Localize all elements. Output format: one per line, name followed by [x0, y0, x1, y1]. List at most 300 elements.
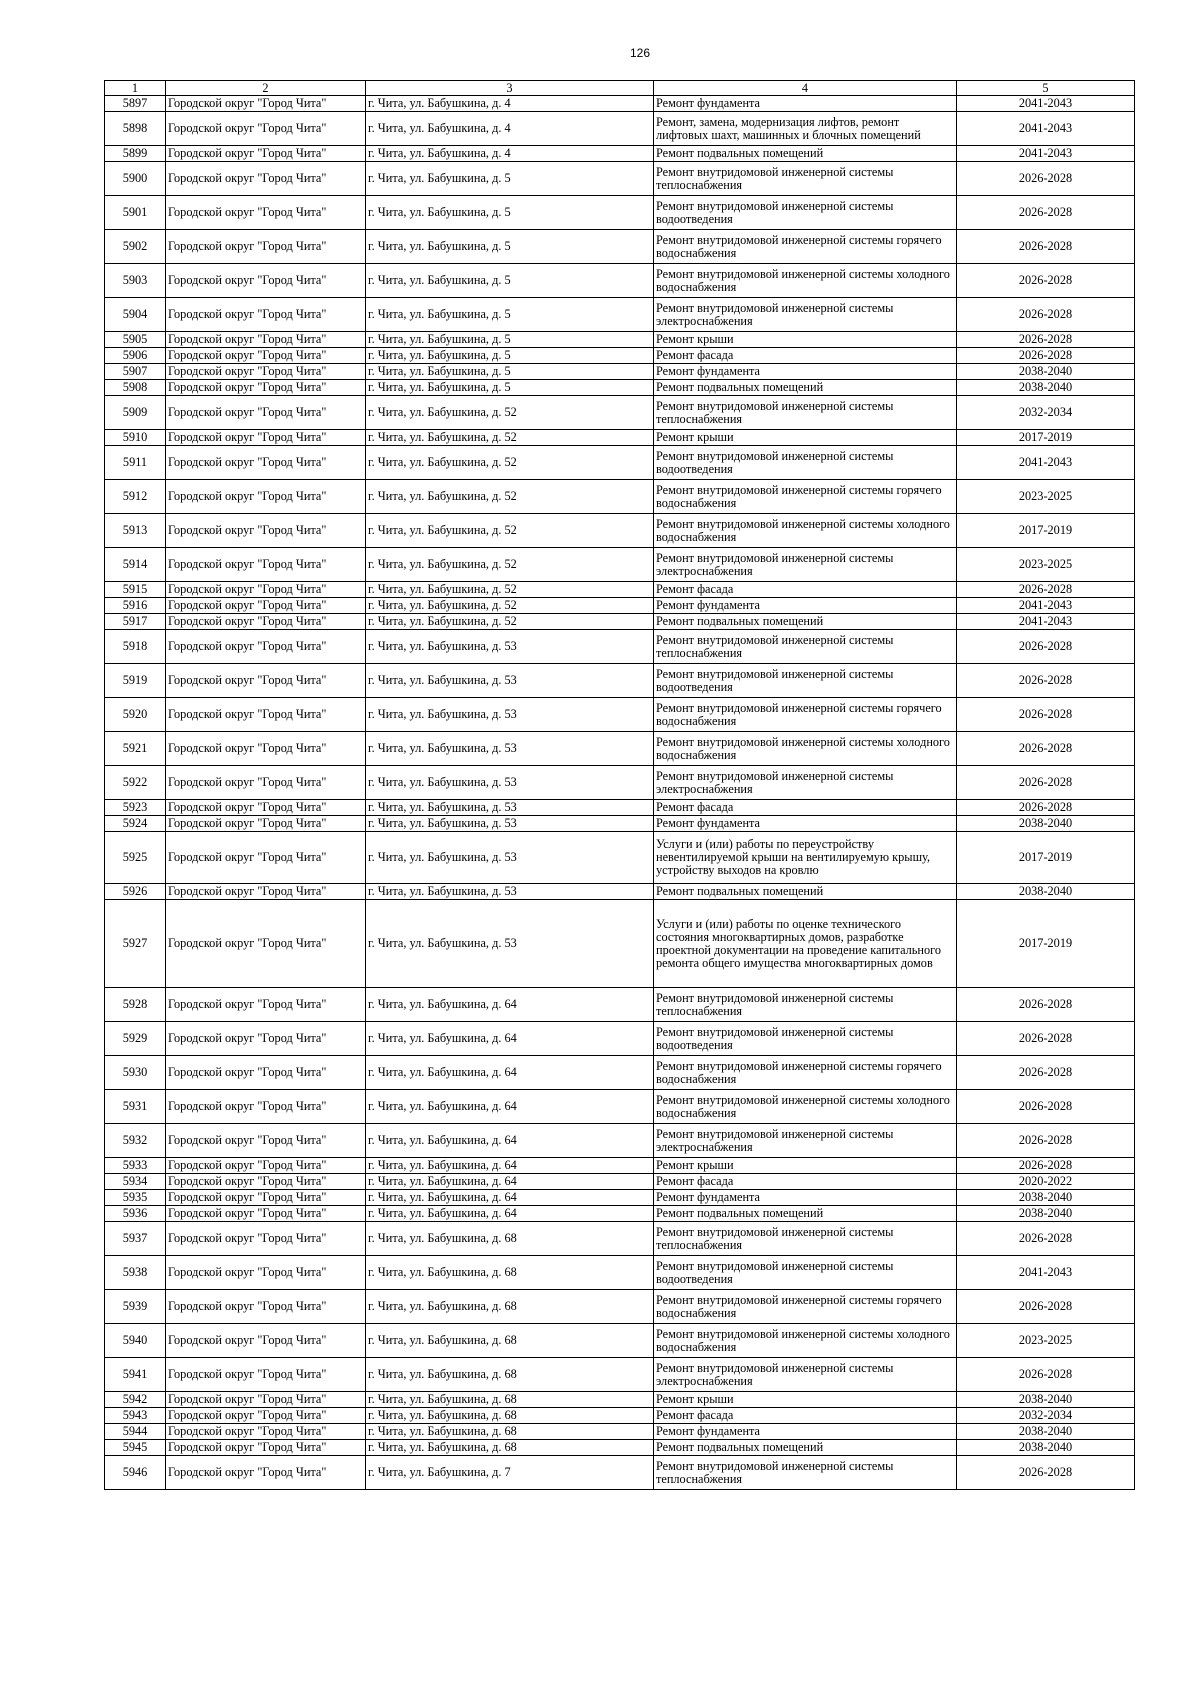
work-type-cell: Ремонт внутридомовой инженерной системы холодного водоснабжения — [654, 732, 957, 766]
municipality-cell: Городской округ "Город Чита" — [166, 514, 366, 548]
row-number-cell: 5923 — [105, 800, 166, 816]
row-number-cell: 5901 — [105, 196, 166, 230]
municipality-cell: Городской округ "Город Чита" — [166, 1174, 366, 1190]
work-type-cell: Ремонт внутридомовой инженерной системы горячего водоснабжения — [654, 480, 957, 514]
municipality-cell: Городской округ "Город Чита" — [166, 480, 366, 514]
period-cell: 2038-2040 — [957, 364, 1135, 380]
table-row — [105, 480, 1135, 514]
column-number-header-row — [105, 81, 1135, 96]
table-row — [105, 230, 1135, 264]
table-row — [105, 1424, 1135, 1440]
period-cell: 2041-2043 — [957, 1256, 1135, 1290]
period-cell: 2026-2028 — [957, 1290, 1135, 1324]
period-cell: 2026-2028 — [957, 196, 1135, 230]
address-cell: г. Чита, ул. Бабушкина, д. 64 — [366, 1056, 654, 1090]
row-number-cell: 5904 — [105, 298, 166, 332]
work-type-cell: Ремонт внутридомовой инженерной системы горячего водоснабжения — [654, 698, 957, 732]
period-cell: 2026-2028 — [957, 800, 1135, 816]
municipality-cell: Городской округ "Город Чита" — [166, 1222, 366, 1256]
row-number-cell: 5902 — [105, 230, 166, 264]
work-type-cell: Ремонт фасада — [654, 348, 957, 364]
row-number-cell: 5922 — [105, 766, 166, 800]
address-cell: г. Чита, ул. Бабушкина, д. 68 — [366, 1440, 654, 1456]
municipality-cell: Городской округ "Город Чита" — [166, 800, 366, 816]
row-number-cell: 5914 — [105, 548, 166, 582]
table-row — [105, 1456, 1135, 1490]
period-cell: 2038-2040 — [957, 380, 1135, 396]
row-number-cell: 5908 — [105, 380, 166, 396]
period-cell: 2038-2040 — [957, 1206, 1135, 1222]
address-cell: г. Чита, ул. Бабушкина, д. 5 — [366, 364, 654, 380]
work-type-cell: Ремонт внутридомовой инженерной системы водоотведения — [654, 1256, 957, 1290]
municipality-cell: Городской округ "Город Чита" — [166, 1290, 366, 1324]
row-number-cell: 5927 — [105, 900, 166, 988]
table-row — [105, 1190, 1135, 1206]
work-type-cell: Ремонт фундамента — [654, 816, 957, 832]
table-row — [105, 1222, 1135, 1256]
table-row — [105, 988, 1135, 1022]
period-cell: 2032-2034 — [957, 1408, 1135, 1424]
table-row — [105, 514, 1135, 548]
table-row — [105, 732, 1135, 766]
address-cell: г. Чита, ул. Бабушкина, д. 68 — [366, 1392, 654, 1408]
table-row — [105, 162, 1135, 196]
row-number-cell: 5925 — [105, 832, 166, 884]
period-cell: 2026-2028 — [957, 264, 1135, 298]
row-number-cell: 5941 — [105, 1358, 166, 1392]
table-row — [105, 1408, 1135, 1424]
row-number-cell: 5944 — [105, 1424, 166, 1440]
table-row — [105, 1290, 1135, 1324]
municipality-cell: Городской округ "Город Чита" — [166, 380, 366, 396]
period-cell: 2026-2028 — [957, 348, 1135, 364]
period-cell: 2023-2025 — [957, 1324, 1135, 1358]
work-type-cell: Ремонт подвальных помещений — [654, 1206, 957, 1222]
table-row — [105, 816, 1135, 832]
row-number-cell: 5939 — [105, 1290, 166, 1324]
work-type-cell: Ремонт, замена, модернизация лифтов, ремонт лифтовых шахт, машинных и блочных помещений — [654, 112, 957, 146]
table-row — [105, 832, 1135, 884]
address-cell: г. Чита, ул. Бабушкина, д. 52 — [366, 396, 654, 430]
period-cell: 2017-2019 — [957, 430, 1135, 446]
work-type-cell: Ремонт фундамента — [654, 598, 957, 614]
table-row — [105, 430, 1135, 446]
work-type-cell: Ремонт внутридомовой инженерной системы горячего водоснабжения — [654, 1056, 957, 1090]
page-number: 126 — [629, 46, 651, 60]
table-row — [105, 1124, 1135, 1158]
address-cell: г. Чита, ул. Бабушкина, д. 64 — [366, 1124, 654, 1158]
period-cell: 2038-2040 — [957, 1392, 1135, 1408]
table-row — [105, 1324, 1135, 1358]
row-number-cell: 5930 — [105, 1056, 166, 1090]
table-row — [105, 264, 1135, 298]
row-number-cell: 5942 — [105, 1392, 166, 1408]
row-number-cell: 5937 — [105, 1222, 166, 1256]
period-cell: 2041-2043 — [957, 146, 1135, 162]
table-row — [105, 146, 1135, 162]
municipality-cell: Городской округ "Город Чита" — [166, 988, 366, 1022]
period-cell: 2038-2040 — [957, 816, 1135, 832]
work-type-cell: Услуги и (или) работы по переустройству невентилируемой крыши на вентилируемую крышу, устройству выходов на кровлю — [654, 832, 957, 884]
address-cell: г. Чита, ул. Бабушкина, д. 5 — [366, 332, 654, 348]
period-cell: 2041-2043 — [957, 96, 1135, 112]
address-cell: г. Чита, ул. Бабушкина, д. 5 — [366, 230, 654, 264]
work-type-cell: Ремонт фасада — [654, 1174, 957, 1190]
row-number-cell: 5933 — [105, 1158, 166, 1174]
row-number-cell: 5907 — [105, 364, 166, 380]
table-row — [105, 196, 1135, 230]
period-cell: 2026-2028 — [957, 298, 1135, 332]
period-cell: 2026-2028 — [957, 1222, 1135, 1256]
address-cell: г. Чита, ул. Бабушкина, д. 4 — [366, 112, 654, 146]
work-type-cell: Ремонт подвальных помещений — [654, 884, 957, 900]
period-cell: 2041-2043 — [957, 446, 1135, 480]
address-cell: г. Чита, ул. Бабушкина, д. 68 — [366, 1424, 654, 1440]
address-cell: г. Чита, ул. Бабушкина, д. 5 — [366, 264, 654, 298]
municipality-cell: Городской округ "Город Чита" — [166, 348, 366, 364]
period-cell: 2026-2028 — [957, 230, 1135, 264]
municipality-cell: Городской округ "Город Чита" — [166, 732, 366, 766]
table-row — [105, 1158, 1135, 1174]
address-cell: г. Чита, ул. Бабушкина, д. 53 — [366, 800, 654, 816]
address-cell: г. Чита, ул. Бабушкина, д. 53 — [366, 766, 654, 800]
table-row — [105, 698, 1135, 732]
row-number-cell: 5913 — [105, 514, 166, 548]
address-cell: г. Чита, ул. Бабушкина, д. 4 — [366, 146, 654, 162]
period-cell: 2026-2028 — [957, 988, 1135, 1022]
municipality-cell: Городской округ "Город Чита" — [166, 1056, 366, 1090]
row-number-cell: 5926 — [105, 884, 166, 900]
municipality-cell: Городской округ "Город Чита" — [166, 698, 366, 732]
address-cell: г. Чита, ул. Бабушкина, д. 53 — [366, 698, 654, 732]
row-number-cell: 5915 — [105, 582, 166, 598]
row-number-cell: 5938 — [105, 1256, 166, 1290]
work-type-cell: Ремонт подвальных помещений — [654, 380, 957, 396]
address-cell: г. Чита, ул. Бабушкина, д. 53 — [366, 900, 654, 988]
work-type-cell: Ремонт внутридомовой инженерной системы теплоснабжения — [654, 396, 957, 430]
table-row — [105, 1206, 1135, 1222]
work-type-cell: Ремонт подвальных помещений — [654, 614, 957, 630]
address-cell: г. Чита, ул. Бабушкина, д. 68 — [366, 1290, 654, 1324]
row-number-cell: 5932 — [105, 1124, 166, 1158]
municipality-cell: Городской округ "Город Чита" — [166, 332, 366, 348]
municipality-cell: Городской округ "Город Чита" — [166, 1408, 366, 1424]
address-cell: г. Чита, ул. Бабушкина, д. 52 — [366, 614, 654, 630]
period-cell: 2020-2022 — [957, 1174, 1135, 1190]
period-cell: 2041-2043 — [957, 112, 1135, 146]
row-number-cell: 5912 — [105, 480, 166, 514]
municipality-cell: Городской округ "Город Чита" — [166, 112, 366, 146]
address-cell: г. Чита, ул. Бабушкина, д. 68 — [366, 1358, 654, 1392]
row-number-cell: 5945 — [105, 1440, 166, 1456]
row-number-cell: 5940 — [105, 1324, 166, 1358]
period-cell: 2023-2025 — [957, 548, 1135, 582]
municipality-cell: Городской округ "Город Чита" — [166, 96, 366, 112]
address-cell: г. Чита, ул. Бабушкина, д. 52 — [366, 582, 654, 598]
work-type-cell: Ремонт внутридомовой инженерной системы теплоснабжения — [654, 162, 957, 196]
table-row — [105, 446, 1135, 480]
municipality-cell: Городской округ "Город Чита" — [166, 230, 366, 264]
period-cell: 2026-2028 — [957, 1124, 1135, 1158]
row-number-cell: 5929 — [105, 1022, 166, 1056]
row-number-cell: 5910 — [105, 430, 166, 446]
address-cell: г. Чита, ул. Бабушкина, д. 5 — [366, 196, 654, 230]
period-cell: 2038-2040 — [957, 1424, 1135, 1440]
column-header: 3 — [366, 81, 654, 96]
table-row — [105, 96, 1135, 112]
work-type-cell: Ремонт внутридомовой инженерной системы холодного водоснабжения — [654, 1324, 957, 1358]
municipality-cell: Городской округ "Город Чита" — [166, 1124, 366, 1158]
row-number-cell: 5935 — [105, 1190, 166, 1206]
row-number-cell: 5900 — [105, 162, 166, 196]
work-type-cell: Ремонт внутридомовой инженерной системы холодного водоснабжения — [654, 514, 957, 548]
address-cell: г. Чита, ул. Бабушкина, д. 53 — [366, 884, 654, 900]
work-type-cell: Ремонт подвальных помещений — [654, 1440, 957, 1456]
address-cell: г. Чита, ул. Бабушкина, д. 64 — [366, 1174, 654, 1190]
work-type-cell: Ремонт фасада — [654, 1408, 957, 1424]
table-row — [105, 582, 1135, 598]
address-cell: г. Чита, ул. Бабушкина, д. 52 — [366, 548, 654, 582]
municipality-cell: Городской округ "Город Чита" — [166, 1158, 366, 1174]
work-type-cell: Ремонт крыши — [654, 1392, 957, 1408]
row-number-cell: 5909 — [105, 396, 166, 430]
row-number-cell: 5946 — [105, 1456, 166, 1490]
table-row — [105, 1358, 1135, 1392]
address-cell: г. Чита, ул. Бабушкина, д. 64 — [366, 988, 654, 1022]
period-cell: 2026-2028 — [957, 698, 1135, 732]
table-row — [105, 884, 1135, 900]
municipality-cell: Городской округ "Город Чита" — [166, 598, 366, 614]
row-number-cell: 5903 — [105, 264, 166, 298]
municipality-cell: Городской округ "Город Чита" — [166, 1190, 366, 1206]
address-cell: г. Чита, ул. Бабушкина, д. 5 — [366, 162, 654, 196]
period-cell: 2026-2028 — [957, 162, 1135, 196]
address-cell: г. Чита, ул. Бабушкина, д. 5 — [366, 298, 654, 332]
work-type-cell: Ремонт внутридомовой инженерной системы теплоснабжения — [654, 1222, 957, 1256]
period-cell: 2026-2028 — [957, 1358, 1135, 1392]
municipality-cell: Городской округ "Город Чита" — [166, 1392, 366, 1408]
table-row — [105, 630, 1135, 664]
period-cell: 2026-2028 — [957, 732, 1135, 766]
address-cell: г. Чита, ул. Бабушкина, д. 64 — [366, 1158, 654, 1174]
period-cell: 2023-2025 — [957, 480, 1135, 514]
table-row — [105, 1392, 1135, 1408]
work-type-cell: Ремонт внутридомовой инженерной системы холодного водоснабжения — [654, 264, 957, 298]
period-cell: 2041-2043 — [957, 598, 1135, 614]
row-number-cell: 5920 — [105, 698, 166, 732]
row-number-cell: 5899 — [105, 146, 166, 162]
row-number-cell: 5924 — [105, 816, 166, 832]
table-row — [105, 766, 1135, 800]
work-type-cell: Ремонт внутридомовой инженерной системы электроснабжения — [654, 298, 957, 332]
table-row — [105, 1090, 1135, 1124]
row-number-cell: 5897 — [105, 96, 166, 112]
period-cell: 2017-2019 — [957, 832, 1135, 884]
municipality-cell: Городской округ "Город Чита" — [166, 1440, 366, 1456]
table-row — [105, 664, 1135, 698]
municipality-cell: Городской округ "Город Чита" — [166, 1456, 366, 1490]
municipality-cell: Городской округ "Город Чита" — [166, 146, 366, 162]
period-cell: 2026-2028 — [957, 766, 1135, 800]
municipality-cell: Городской округ "Город Чита" — [166, 884, 366, 900]
period-cell: 2038-2040 — [957, 1440, 1135, 1456]
municipality-cell: Городской округ "Город Чита" — [166, 1206, 366, 1222]
address-cell: г. Чита, ул. Бабушкина, д. 53 — [366, 816, 654, 832]
municipality-cell: Городской округ "Город Чита" — [166, 446, 366, 480]
work-type-cell: Ремонт внутридомовой инженерной системы электроснабжения — [654, 1124, 957, 1158]
column-header: 5 — [957, 81, 1135, 96]
row-number-cell: 5898 — [105, 112, 166, 146]
municipality-cell: Городской округ "Город Чита" — [166, 1090, 366, 1124]
work-type-cell: Ремонт внутридомовой инженерной системы водоотведения — [654, 664, 957, 698]
period-cell: 2038-2040 — [957, 1190, 1135, 1206]
work-type-cell: Ремонт внутридомовой инженерной системы теплоснабжения — [654, 630, 957, 664]
table-row — [105, 900, 1135, 988]
address-cell: г. Чита, ул. Бабушкина, д. 64 — [366, 1022, 654, 1056]
work-type-cell: Ремонт внутридомовой инженерной системы холодного водоснабжения — [654, 1090, 957, 1124]
address-cell: г. Чита, ул. Бабушкина, д. 53 — [366, 630, 654, 664]
row-number-cell: 5921 — [105, 732, 166, 766]
address-cell: г. Чита, ул. Бабушкина, д. 52 — [366, 598, 654, 614]
work-type-cell: Ремонт крыши — [654, 430, 957, 446]
row-number-cell: 5905 — [105, 332, 166, 348]
table-row — [105, 1174, 1135, 1190]
row-number-cell: 5916 — [105, 598, 166, 614]
period-cell: 2017-2019 — [957, 514, 1135, 548]
municipality-cell: Городской округ "Город Чита" — [166, 196, 366, 230]
row-number-cell: 5906 — [105, 348, 166, 364]
period-cell: 2026-2028 — [957, 664, 1135, 698]
address-cell: г. Чита, ул. Бабушкина, д. 68 — [366, 1324, 654, 1358]
municipality-cell: Городской округ "Город Чита" — [166, 832, 366, 884]
municipality-cell: Городской округ "Город Чита" — [166, 1424, 366, 1440]
address-cell: г. Чита, ул. Бабушкина, д. 4 — [366, 96, 654, 112]
period-cell: 2038-2040 — [957, 884, 1135, 900]
table-row — [105, 800, 1135, 816]
address-cell: г. Чита, ул. Бабушкина, д. 7 — [366, 1456, 654, 1490]
row-number-cell: 5936 — [105, 1206, 166, 1222]
work-type-cell: Ремонт фундамента — [654, 96, 957, 112]
address-cell: г. Чита, ул. Бабушкина, д. 5 — [366, 380, 654, 396]
municipality-cell: Городской округ "Город Чита" — [166, 162, 366, 196]
table-row — [105, 548, 1135, 582]
table-row — [105, 298, 1135, 332]
address-cell: г. Чита, ул. Бабушкина, д. 53 — [366, 664, 654, 698]
address-cell: г. Чита, ул. Бабушкина, д. 53 — [366, 732, 654, 766]
row-number-cell: 5919 — [105, 664, 166, 698]
work-type-cell: Ремонт фундамента — [654, 1424, 957, 1440]
table-row — [105, 396, 1135, 430]
period-cell: 2041-2043 — [957, 614, 1135, 630]
address-cell: г. Чита, ул. Бабушкина, д. 64 — [366, 1090, 654, 1124]
period-cell: 2026-2028 — [957, 630, 1135, 664]
period-cell: 2026-2028 — [957, 1022, 1135, 1056]
municipality-cell: Городской округ "Город Чита" — [166, 1022, 366, 1056]
address-cell: г. Чита, ул. Бабушкина, д. 52 — [366, 514, 654, 548]
table-row — [105, 332, 1135, 348]
row-number-cell: 5911 — [105, 446, 166, 480]
work-type-cell: Ремонт крыши — [654, 332, 957, 348]
work-type-cell: Ремонт внутридомовой инженерной системы горячего водоснабжения — [654, 230, 957, 264]
work-type-cell: Ремонт внутридомовой инженерной системы теплоснабжения — [654, 988, 957, 1022]
municipality-cell: Городской округ "Город Чита" — [166, 264, 366, 298]
municipality-cell: Городской округ "Город Чита" — [166, 430, 366, 446]
table-row — [105, 364, 1135, 380]
work-type-cell: Ремонт фундамента — [654, 364, 957, 380]
table-row — [105, 614, 1135, 630]
work-type-cell: Ремонт фасада — [654, 582, 957, 598]
municipality-cell: Городской округ "Город Чита" — [166, 1358, 366, 1392]
row-number-cell: 5918 — [105, 630, 166, 664]
work-type-cell: Ремонт внутридомовой инженерной системы водоотведения — [654, 196, 957, 230]
table-row — [105, 598, 1135, 614]
work-type-cell: Услуги и (или) работы по оценке технического состояния многоквартирных домов, разработке проектной документации на проведение капитального ремонта общего имущества многоквартирных домов — [654, 900, 957, 988]
municipality-cell: Городской округ "Город Чита" — [166, 630, 366, 664]
table-row — [105, 112, 1135, 146]
column-header: 4 — [654, 81, 957, 96]
repair-schedule-table — [104, 80, 1135, 1490]
address-cell: г. Чита, ул. Бабушкина, д. 52 — [366, 446, 654, 480]
address-cell: г. Чита, ул. Бабушкина, д. 5 — [366, 348, 654, 364]
municipality-cell: Городской округ "Город Чита" — [166, 816, 366, 832]
row-number-cell: 5931 — [105, 1090, 166, 1124]
row-number-cell: 5943 — [105, 1408, 166, 1424]
work-type-cell: Ремонт внутридомовой инженерной системы электроснабжения — [654, 1358, 957, 1392]
work-type-cell: Ремонт внутридомовой инженерной системы теплоснабжения — [654, 1456, 957, 1490]
table-row — [105, 1256, 1135, 1290]
work-type-cell: Ремонт внутридомовой инженерной системы горячего водоснабжения — [654, 1290, 957, 1324]
period-cell: 2026-2028 — [957, 1158, 1135, 1174]
table-row — [105, 1440, 1135, 1456]
work-type-cell: Ремонт фасада — [654, 800, 957, 816]
period-cell: 2026-2028 — [957, 1090, 1135, 1124]
table-row — [105, 348, 1135, 364]
work-type-cell: Ремонт крыши — [654, 1158, 957, 1174]
municipality-cell: Городской округ "Город Чита" — [166, 766, 366, 800]
municipality-cell: Городской округ "Город Чита" — [166, 664, 366, 698]
work-type-cell: Ремонт внутридомовой инженерной системы электроснабжения — [654, 548, 957, 582]
row-number-cell: 5934 — [105, 1174, 166, 1190]
work-type-cell: Ремонт внутридомовой инженерной системы электроснабжения — [654, 766, 957, 800]
row-number-cell: 5917 — [105, 614, 166, 630]
period-cell: 2026-2028 — [957, 1056, 1135, 1090]
municipality-cell: Городской округ "Город Чита" — [166, 548, 366, 582]
period-cell: 2017-2019 — [957, 900, 1135, 988]
municipality-cell: Городской округ "Город Чита" — [166, 364, 366, 380]
municipality-cell: Городской округ "Город Чита" — [166, 1256, 366, 1290]
address-cell: г. Чита, ул. Бабушкина, д. 68 — [366, 1222, 654, 1256]
period-cell: 2026-2028 — [957, 582, 1135, 598]
period-cell: 2032-2034 — [957, 396, 1135, 430]
municipality-cell: Городской округ "Город Чита" — [166, 298, 366, 332]
work-type-cell: Ремонт внутридомовой инженерной системы водоотведения — [654, 1022, 957, 1056]
table-row — [105, 1056, 1135, 1090]
work-type-cell: Ремонт фундамента — [654, 1190, 957, 1206]
address-cell: г. Чита, ул. Бабушкина, д. 53 — [366, 832, 654, 884]
municipality-cell: Городской округ "Город Чита" — [166, 614, 366, 630]
address-cell: г. Чита, ул. Бабушкина, д. 64 — [366, 1190, 654, 1206]
municipality-cell: Городской округ "Город Чита" — [166, 900, 366, 988]
work-type-cell: Ремонт внутридомовой инженерной системы водоотведения — [654, 446, 957, 480]
column-header: 1 — [105, 81, 166, 96]
period-cell: 2026-2028 — [957, 1456, 1135, 1490]
row-number-cell: 5928 — [105, 988, 166, 1022]
address-cell: г. Чита, ул. Бабушкина, д. 68 — [366, 1256, 654, 1290]
municipality-cell: Городской округ "Город Чита" — [166, 1324, 366, 1358]
address-cell: г. Чита, ул. Бабушкина, д. 68 — [366, 1408, 654, 1424]
address-cell: г. Чита, ул. Бабушкина, д. 64 — [366, 1206, 654, 1222]
address-cell: г. Чита, ул. Бабушкина, д. 52 — [366, 430, 654, 446]
